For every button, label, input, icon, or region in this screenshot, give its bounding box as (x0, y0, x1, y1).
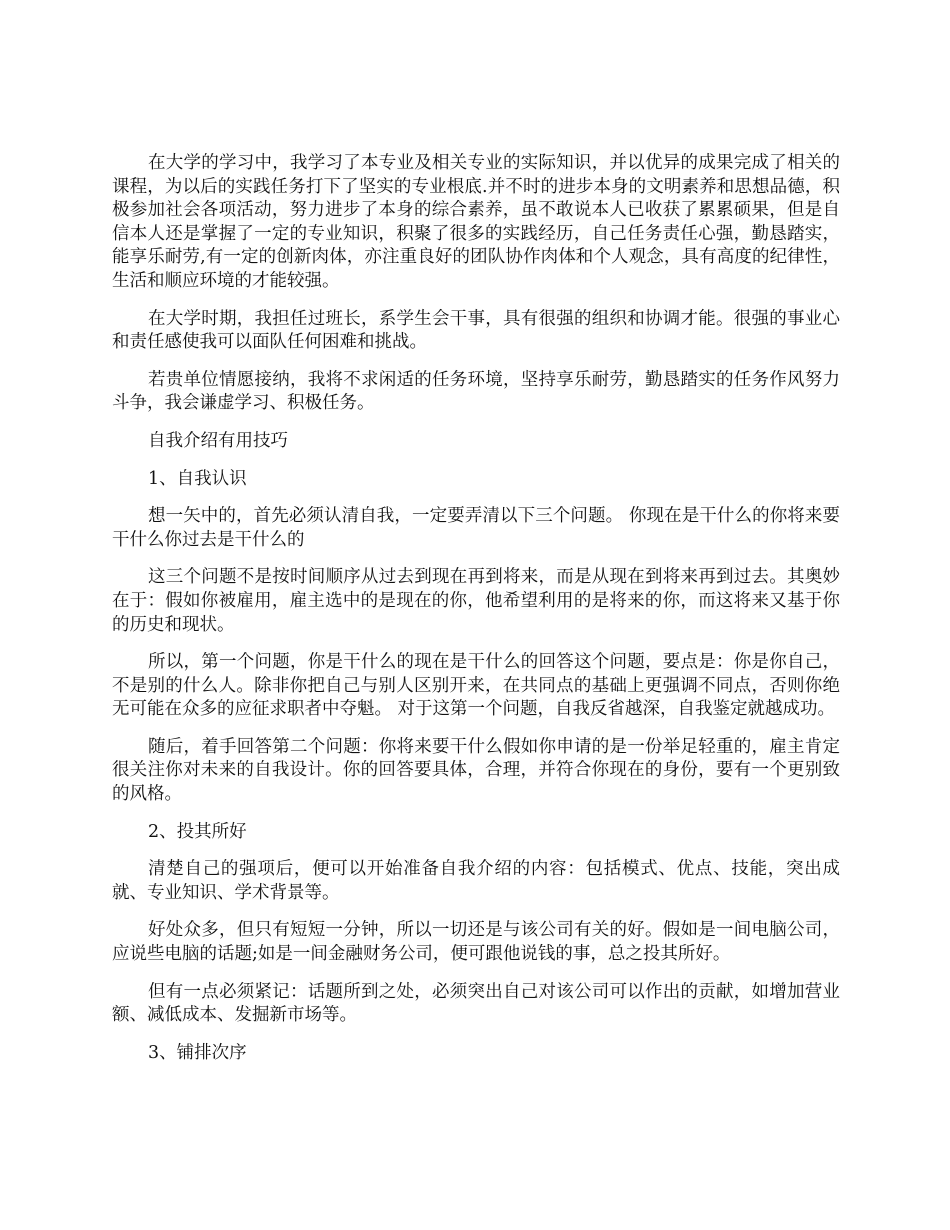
paragraph-commitment: 若贵单位情愿接纳，我将不求闲适的任务环境，坚持享乐耐劳，勤恳踏实的任务作风努力斗争，我会谦虚学习、积极任务。 (112, 369, 840, 414)
paragraph-self-summary: 在大学的学习中，我学习了本专业及相关专业的实际知识，并以优异的成果完成了相关的课程，为以后的实践任务打下了坚实的专业根底.并不时的进步本身的文明素养和思想品德，积极参加社会各项活动，努力进步了本身的综合素养，虽不敢说本人已收获了累累硕果，但是自信本人还是掌握了一定的专业知识，积聚了很多的实践经历，自己任务责任心强，勤恳踏实，能享乐耐劳,有一定的创新肉体，亦注重良好的团队协作肉体和个人观念，具有高度的纪律性，生活和顺应环境的才能较强。 (112, 153, 840, 291)
paragraph-relevance: 好处众多，但只有短短一分钟，所以一切还是与该公司有关的好。假如是一间电脑公司，应说些电脑的话题;如是一间金融财务公司，便可跟他说钱的事，总之投其所好。 (112, 920, 840, 965)
paragraph-first-question: 所以，第一个问题，你是干什么的现在是干什么的回答这个问题，要点是：你是你自己，不是别的什么人。除非你把自己与别人区别开来，在共同点的基础上更强调不同点，否则你绝无可能在众多的应征求职者中夺魁。 对于这第一个问题，自我反省越深，自我鉴定就越成功。 (112, 652, 840, 720)
subheading-self-awareness: 1、自我认识 (148, 468, 247, 489)
paragraph-prepare-content: 清楚自己的强项后，便可以开始准备自我介绍的内容：包括模式、优点、技能，突出成就、专业知识、学术背景等。 (112, 859, 840, 903)
paragraph-question-order: 这三个问题不是按时间顺序从过去到现在再到将来，而是从现在到将来再到过去。其奥妙在于：假如你被雇用，雇主选中的是现在的你，他希望利用的是将来的你，而这将来又基于你的历史和现状。 (112, 567, 840, 635)
paragraph-second-question: 随后，着手回答第二个问题：你将来要干什么假如你申请的是一份举足轻重的，雇主肯定很关注你对未来的自我设计。你的回答要具体，合理，并符合你现在的身份，要有一个更别致的风格。 (112, 736, 840, 805)
paragraph-contribution: 但有一点必须紧记：话题所到之处，必须突出自己对该公司可以作出的贡献，如增加营业额、减低成本、发掘新市场等。 (112, 981, 840, 1026)
section-heading-tips: 自我介绍有用技巧 (148, 430, 288, 451)
paragraph-three-questions: 想一矢中的，首先必须认清自我，一定要弄清以下三个问题。 你现在是干什么的你将来要干什么你过去是干什么的 (112, 506, 840, 550)
paragraph-university-roles: 在大学时期，我担任过班长，系学生会干事，具有很强的组织和协调才能。很强的事业心和责任感使我可以面队任何困难和挑战。 (112, 308, 840, 353)
subheading-cater-to-interest: 2、投其所好 (148, 821, 247, 842)
subheading-ordering: 3、铺排次序 (148, 1042, 247, 1063)
document-body (112, 152, 840, 1079)
